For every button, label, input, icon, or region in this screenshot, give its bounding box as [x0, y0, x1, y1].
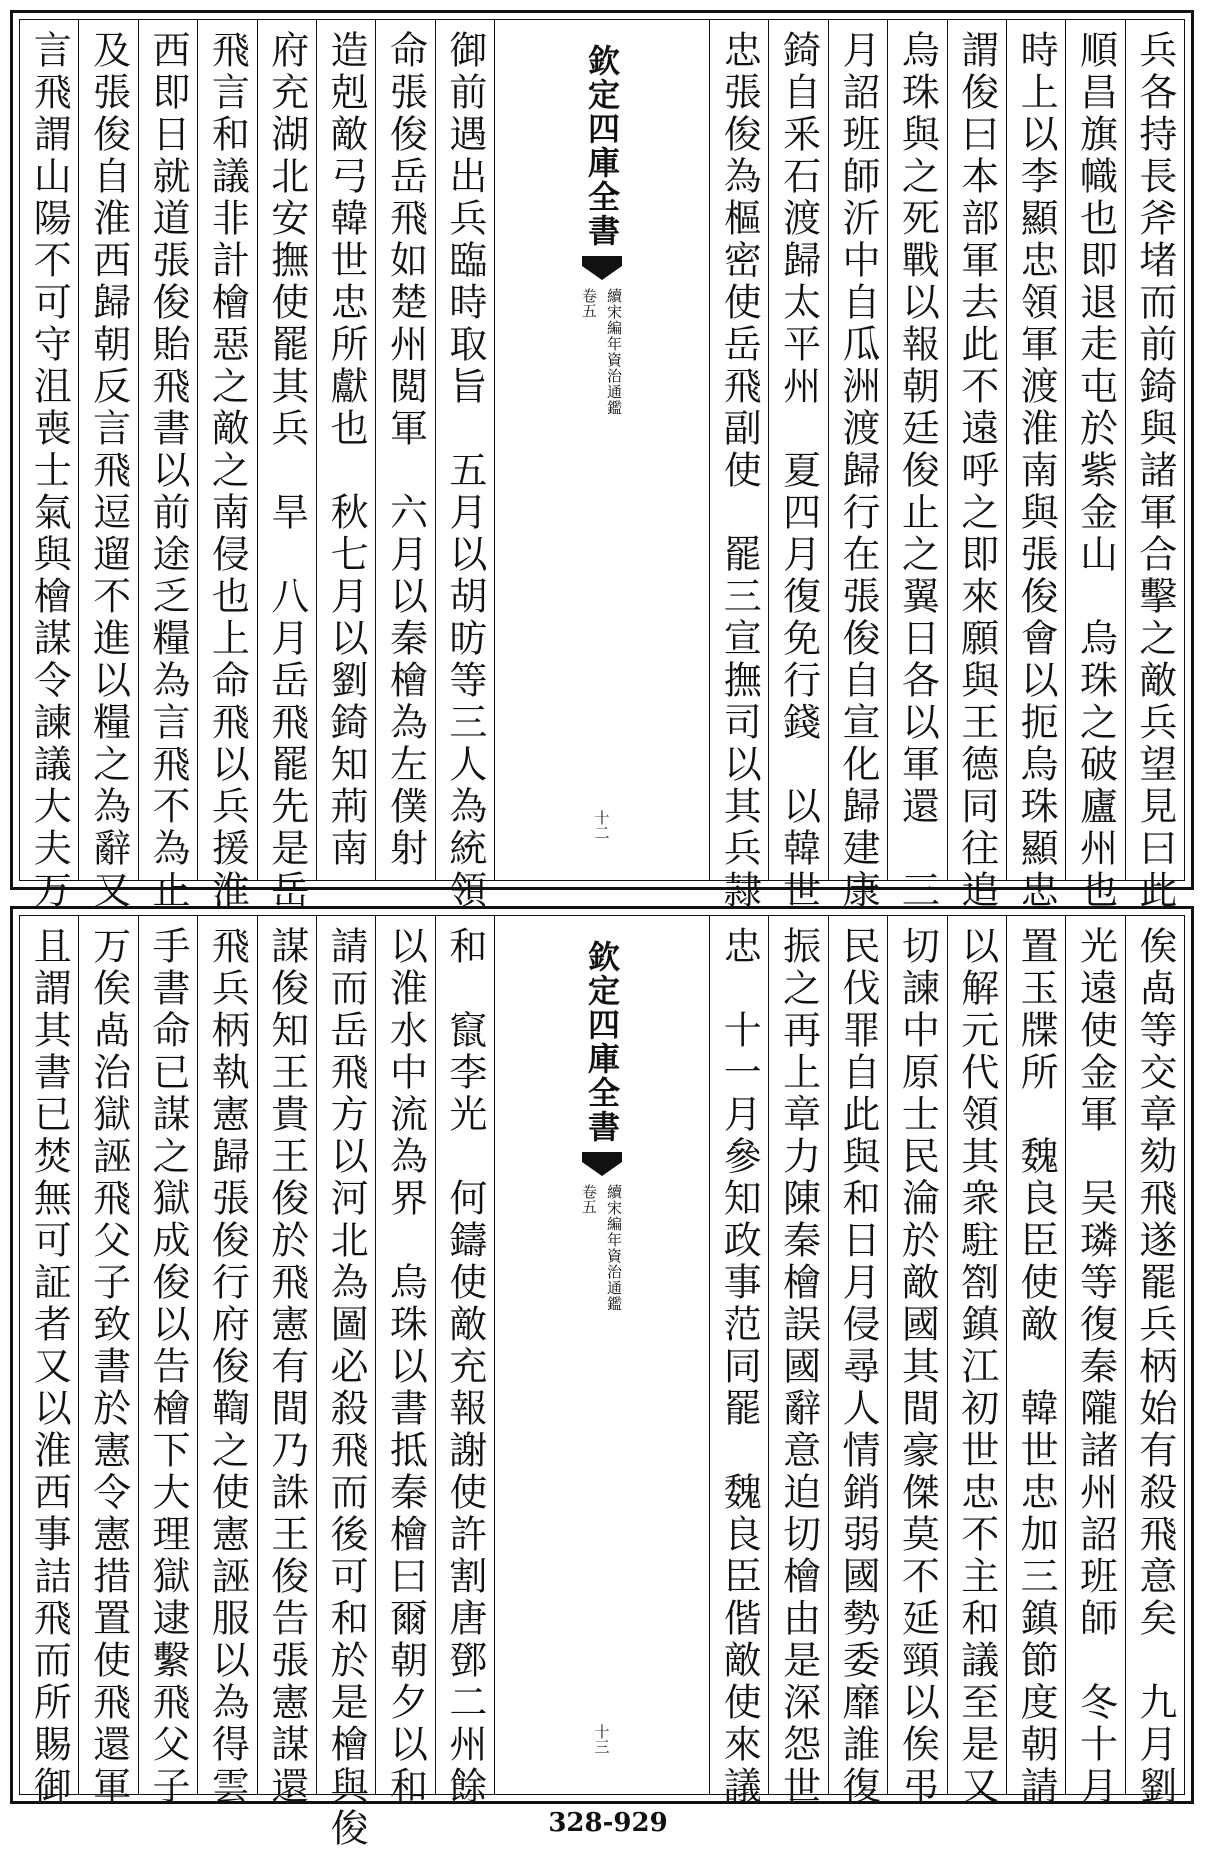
column-text: 忠 十一月參知政事范同罷 魏良臣偕敵使來議 — [717, 926, 762, 1808]
column-text: 且謂其書已焚無可証者又以淮西事詰飛而所賜御 — [27, 926, 72, 1808]
leaf-number: 十二 — [592, 810, 611, 840]
text-column — [316, 916, 375, 1850]
column-text: 手書命已謀之獄成俊以告檜下大理獄逮繫飛父子 — [145, 926, 190, 1808]
text-column — [138, 20, 197, 912]
column-text: 以解元代領其衆駐劄鎮江初世忠不主和議至是又 — [954, 926, 999, 1808]
column-text: 以淮水中流為界 烏珠以書抵秦檜曰爾朝夕以和 — [383, 926, 428, 1808]
center-fold-column — [494, 20, 709, 880]
column-text: 忠張俊為樞密使岳飛副使 罷三宣撫司以其兵隷 — [717, 30, 762, 912]
text-column — [257, 916, 316, 1808]
book-title: 欽定四庫全書 — [583, 44, 621, 248]
column-text: 謀俊知王貴王俊於飛憲有間乃誅王俊告張憲謀還 — [264, 926, 309, 1808]
text-column — [1065, 20, 1124, 912]
column-text: 御前遇出兵臨時取旨 五月以胡昉等三人為統領 — [442, 30, 487, 912]
text-column — [1125, 916, 1184, 1808]
text-column — [435, 916, 494, 1808]
text-column — [887, 20, 946, 912]
text-column — [197, 916, 256, 1808]
text-column — [1006, 20, 1065, 912]
column-text: 府充湖北安撫使罷其兵 旱 八月岳飛罷先是岳 — [264, 30, 309, 912]
leaf-number: 十三 — [592, 1724, 611, 1754]
sub-title: 續宋編年資治通鑑 — [605, 288, 623, 416]
text-column — [435, 20, 494, 912]
text-column — [947, 916, 1006, 1808]
text-column — [138, 916, 197, 1808]
top-page-frame — [19, 19, 1185, 912]
column-text: 飛兵柄執憲歸張俊行府俊鞫之使憲誣服以為得雲 — [205, 926, 250, 1808]
fishtail-icon — [582, 256, 622, 280]
center-fold-column — [494, 916, 709, 1794]
text-column — [197, 20, 256, 912]
column-text: 謂俊曰本部軍去此不遠呼之即來願與王德同往追 — [954, 30, 999, 912]
sub-title: 續宋編年資治通鑑 — [605, 1184, 623, 1312]
column-text: 請而岳飛方以河北為圖必殺飛而後可和於是檜與俊 — [324, 926, 369, 1850]
text-column — [257, 20, 316, 912]
text-column — [947, 20, 1006, 912]
juan-label: 卷五 — [580, 288, 598, 318]
column-text: 俟卨等交章劾飛遂罷兵柄始有殺飛意矣 九月劉 — [1132, 926, 1177, 1808]
column-text: 万俟卨治獄誣飛父子致書於憲令憲措置使飛還軍 — [86, 926, 131, 1808]
text-column — [828, 20, 887, 912]
column-text: 時上以李顯忠領軍渡淮南與張俊會以扼烏珠顯忠 — [1014, 30, 1059, 912]
text-column — [828, 916, 887, 1808]
book-title: 欽定四庫全書 — [583, 940, 621, 1144]
column-text: 置玉牒所 魏良臣使敵 韓世忠加三鎮節度朝請 — [1014, 926, 1059, 1808]
text-column — [375, 20, 434, 880]
text-column — [78, 20, 137, 912]
text-column — [20, 916, 78, 1808]
column-text: 民伐罪自此與和日月侵尋人情銷弱國勢委靡誰復 — [835, 926, 880, 1808]
juan-label: 卷五 — [580, 1184, 598, 1214]
text-column — [78, 916, 137, 1808]
text-column — [709, 20, 768, 912]
column-text: 烏珠與之死戰以報朝廷俊止之翼日各以軍還 三 — [895, 30, 940, 912]
text-column — [1065, 916, 1124, 1808]
text-column — [1125, 20, 1184, 912]
page-number: 328-929 — [548, 1808, 668, 1838]
column-text: 月詔班師沂中自瓜洲渡歸行在張俊自宣化歸建康 — [835, 30, 880, 912]
top-page-columns — [20, 20, 1184, 912]
text-column — [1006, 916, 1065, 1808]
column-text: 錡自釆石渡歸太平州 夏四月復免行錢 以韓世 — [776, 30, 821, 912]
column-text: 和 竄李光 何鑄使敵充報謝使許割唐鄧二州餘 — [442, 926, 487, 1808]
column-text: 西即日就道張俊貽飛書以前途乏糧為言飛不為止 — [145, 30, 190, 912]
text-column — [20, 20, 78, 912]
top-page-panel — [10, 10, 1194, 912]
column-text: 命張俊岳飛如楚州閲軍 六月以秦檜為左僕射 — [383, 30, 428, 870]
column-text: 光遠使金軍 吴璘等復秦隴諸州詔班師 冬十月 — [1073, 926, 1118, 1808]
text-column — [709, 916, 768, 1808]
column-text: 順昌旗幟也即退走屯於紫金山 烏珠之破廬州也 — [1073, 30, 1118, 912]
text-column — [316, 20, 375, 880]
text-column — [887, 916, 946, 1808]
column-text: 造剋敵弓韓世忠所獻也 秋七月以劉錡知荊南 — [324, 30, 369, 870]
text-column — [768, 20, 827, 912]
column-text: 及張俊自淮西歸朝反言飛逗遛不進以糧之為辭又 — [86, 30, 131, 912]
text-column — [768, 916, 827, 1808]
column-text: 飛言和議非計檜惡之敵之南侵也上命飛以兵援淮 — [205, 30, 250, 912]
fishtail-icon — [582, 1152, 622, 1176]
column-text: 切諫中原士民淪於敵國其間豪傑莫不延頸以俟弔 — [895, 926, 940, 1808]
column-text: 言飛謂山陽不可守沮喪士氣與檜謀令諫議大夫万 — [27, 30, 72, 912]
column-text: 兵各持長斧堵而前錡與諸軍合擊之敵兵望見曰此 — [1132, 30, 1177, 912]
column-text: 振之再上章力陳秦檜誤國辭意迫切檜由是深怨世 — [776, 926, 821, 1808]
text-column — [375, 916, 434, 1808]
